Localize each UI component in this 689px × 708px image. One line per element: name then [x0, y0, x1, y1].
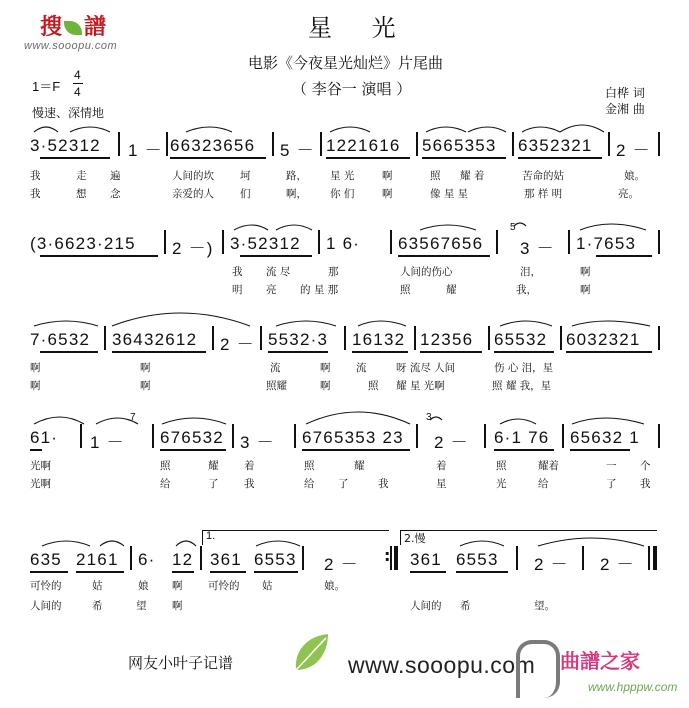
measure-2b-notes: 12 [172, 550, 194, 569]
slur [100, 541, 124, 546]
measure-3-notes: 3·52312 [230, 234, 301, 253]
lyric-1-5: 泪， [520, 266, 541, 278]
lyric-2-6: 我， [516, 284, 537, 296]
slur [500, 419, 536, 424]
measure-5-notes: 16132 [352, 330, 406, 349]
lyric-2-3: 念 [110, 188, 121, 200]
measure-1-notes: (3·6623·215 [30, 234, 136, 253]
measure-8-notes: 2 － [616, 141, 651, 160]
lyric-2-2: 啊 [140, 380, 151, 392]
lyric-1-2: 啊 [140, 362, 151, 374]
measure-1a-notes: 635 [30, 550, 62, 569]
lyric-1-3: 流 [270, 362, 281, 374]
measure-4-notes: 5532·3 [268, 330, 329, 349]
slur [420, 225, 476, 230]
grace-note: 5 [510, 222, 516, 233]
slur [34, 321, 98, 326]
measure-6-notes: 12356 [420, 330, 474, 349]
lyric-1-10: 一 [606, 460, 617, 472]
logo-char-left: 搜 [40, 15, 63, 40]
lyric-1-4: 着 [244, 460, 255, 472]
measure-7-notes: 6·1 76 [494, 428, 550, 447]
lyric-2-5: 给 [304, 478, 315, 490]
measure-7-notes: 65532 [494, 330, 548, 349]
lyric-2-5: 们 [240, 188, 251, 200]
lyric-1-4: 啊 [172, 580, 183, 592]
lyric-2-4: 照 [400, 284, 411, 296]
slur [276, 225, 312, 230]
slur [500, 321, 552, 326]
lyric-2-1: 我 [30, 188, 41, 200]
measure-1b-notes: 2161 [76, 550, 119, 569]
slur [42, 541, 90, 546]
time-signature-top: 4 [74, 68, 81, 82]
slur [572, 321, 650, 326]
lyric-2-4: 亲爱的人 [172, 188, 214, 200]
measure-4-notes: 3 － [240, 433, 275, 452]
lyric-2-12: 我 [640, 478, 651, 490]
lyric-2-4: 啊 [320, 380, 331, 392]
lyric-2-10: 给 [538, 478, 549, 490]
footer-url[interactable]: www.sooopu.com [348, 652, 536, 678]
slur [430, 417, 442, 420]
lyric-1-2: 走 [76, 170, 87, 182]
measure-2a-notes: 6· [138, 550, 156, 569]
lyric-2-5: 人间的 [410, 600, 442, 612]
lyric-2-2: 亮 [266, 284, 277, 296]
slur [186, 127, 232, 132]
singer-line: （ 李谷一 演唱 ） [292, 80, 412, 98]
slur [514, 223, 526, 226]
measure-8-notes: 65632 1 [570, 428, 640, 447]
lyric-1-1: 光啊 [30, 460, 51, 472]
lyric-1-2: 照 [160, 460, 171, 472]
slur [330, 127, 370, 132]
slur [256, 541, 300, 546]
measure-4-notes: 1 6· [326, 234, 361, 253]
slur [70, 127, 110, 132]
brand-name[interactable]: 曲譜之家 [560, 649, 640, 673]
lyric-2-9: 像 星 星 [430, 188, 469, 200]
lyric-2-4: 啊 [172, 600, 183, 612]
slur [468, 127, 506, 132]
lyric-2-1: 啊 [30, 380, 41, 392]
measure-5-notes: 6765353 23 [302, 428, 404, 447]
lyric-1-7: 星 光 [330, 170, 355, 182]
measure-5a-notes: 361 [410, 550, 442, 569]
lyric-2-2: 想 [76, 188, 87, 200]
slur [426, 127, 466, 132]
brand-url[interactable]: www.hpppw.com [588, 680, 678, 694]
lyric-1-11: 苦命的姑 [522, 170, 564, 182]
lyric-2-7: 照 耀 我，星 [492, 380, 552, 392]
lyric-2-1: 光啊 [30, 478, 51, 490]
lyric-1-11: 个 [640, 460, 651, 472]
slur [176, 541, 196, 546]
slur [522, 127, 560, 132]
slur [96, 418, 138, 424]
lyric-2-4: 我 [244, 478, 255, 490]
lyric-1-7: 娘。 [324, 580, 345, 592]
lyric-2-3: 望 [136, 600, 147, 612]
slur [112, 313, 250, 326]
lyric-1-4: 人间的伤心 [400, 266, 453, 278]
lyric-2-11: 亮。 [618, 188, 639, 200]
lyric-1-6: 路， [286, 170, 307, 182]
lyric-2-2: 希 [92, 600, 103, 612]
leaf-icon [292, 632, 332, 674]
lyric-1-2: 流 尽 [266, 266, 291, 278]
measure-7-notes: 6352321 [518, 136, 593, 155]
measure-2-notes: 1 － [90, 433, 125, 452]
lyric-2-9: 光 [496, 478, 507, 490]
lyric-1-10: 耀 着 [460, 170, 485, 182]
lyric-1-1: 啊 [30, 362, 41, 374]
lyric-2-7: 啊 [580, 284, 591, 296]
lyric-2-6: 耀 星 光啊 [396, 380, 445, 392]
lyric-2-5: 照 [368, 380, 379, 392]
slur [276, 321, 336, 326]
lyric-2-3: 了 [208, 478, 219, 490]
measure-7-notes: 1·7653 [576, 234, 637, 253]
measure-3-notes: 2 － [220, 335, 255, 354]
measure-1-notes: 61· [30, 428, 59, 447]
measure-4-notes: 2 － [324, 555, 359, 574]
measure-1-notes: 7·6532 [30, 330, 91, 349]
lyric-1-9: 照 [430, 170, 441, 182]
lyric-1-3: 娘 [138, 580, 149, 592]
measure-1-notes: 3·52312 [30, 136, 101, 155]
measure-6-notes: 3 － [520, 239, 555, 258]
lyric-2-6: 希 [460, 600, 471, 612]
measure-6-notes: 2 － [434, 433, 469, 452]
lyric-2-6: 了 [338, 478, 349, 490]
lyric-1-6: 耀 [354, 460, 365, 472]
lyric-2-11: 了 [606, 478, 617, 490]
measure-3b-notes: 6553 [254, 550, 297, 569]
measure-4-notes: 5 － [280, 141, 315, 160]
slur [34, 417, 84, 424]
lyric-1-8: 啊 [382, 170, 393, 182]
lyric-1-8: 照 [496, 460, 507, 472]
measure-6-notes: 5665353 [422, 136, 497, 155]
slur [306, 412, 410, 424]
lyric-1-1: 可怜的 [30, 580, 62, 592]
measure-5-notes: 63567656 [398, 234, 484, 253]
lyric-1-5: 照 [304, 460, 315, 472]
lyric-2-8: 啊 [382, 188, 393, 200]
lyric-1-9: 耀着 [538, 460, 559, 472]
measure-8-notes: 6032321 [566, 330, 641, 349]
lyric-2-8: 星 [436, 478, 447, 490]
lyric-2-7: 你 们 [330, 188, 355, 200]
lyric-1-1: 我 [232, 266, 243, 278]
lyric-1-6: 呀 流尽 人间 [396, 362, 456, 374]
lyric-2-3: 的 星 那 [300, 284, 339, 296]
lyric-2-6: 啊， [286, 188, 307, 200]
lyric-2-7: 我 [378, 478, 389, 490]
lyric-1-3: 耀 [208, 460, 219, 472]
grace-note: 7 [130, 412, 136, 423]
logo-url: www.sooopu.com [24, 40, 118, 52]
lyric-1-6: 啊 [580, 266, 591, 278]
lyric-1-5: 可怜的 [208, 580, 240, 592]
lyric-1-5: 坷 [240, 170, 251, 182]
measure-6-notes: 2 － [534, 555, 569, 574]
lyric-1-1: 我 [30, 170, 41, 182]
measure-2-notes: 1 － [128, 141, 163, 160]
measure-5-notes: 1221616 [326, 136, 401, 155]
lyric-1-4: 啊 [320, 362, 331, 374]
grace-note: 3 [426, 412, 432, 423]
transcriber-credit: 网友小叶子记谱 [128, 654, 234, 672]
song-title: 星 光 [308, 14, 412, 42]
slur [460, 541, 504, 546]
lyric-1-2: 姑 [92, 580, 103, 592]
slur [560, 125, 604, 132]
brand-p-icon [516, 640, 560, 698]
volta-label-1: 1. [206, 530, 216, 542]
volta-label-2: 2.慢 [404, 532, 426, 545]
slur [162, 418, 226, 424]
slur [538, 538, 644, 546]
slur [234, 225, 268, 230]
lyric-2-1: 明 [232, 284, 243, 296]
tempo-marking: 慢速、深情地 [32, 106, 105, 120]
measure-2-notes: 2 －) [172, 239, 214, 258]
measure-3a-notes: 361 [210, 550, 242, 569]
lyric-1-6: 姑 [262, 580, 273, 592]
lyric-1-3: 遍 [110, 170, 121, 182]
song-subtitle: 电影《今夜星光灿烂》片尾曲 [248, 54, 444, 72]
logo-char-right: 譜 [84, 15, 107, 40]
lyric-1-5: 流 [356, 362, 367, 374]
measure-3-notes: 676532 [160, 428, 224, 447]
lyric-1-3: 那 [328, 266, 339, 278]
measure-2-notes: 36432612 [112, 330, 198, 349]
slur [358, 321, 406, 326]
slur [572, 418, 644, 424]
lyric-2-5: 耀 [446, 284, 457, 296]
lyric-2-7: 望。 [534, 600, 555, 612]
lyric-2-10: 那 样 明 [524, 188, 563, 200]
lyric-1-4: 人间的坎 [172, 170, 214, 182]
repeat-dots: : [384, 546, 391, 565]
time-signature-bottom: 4 [74, 85, 81, 99]
lyric-2-1: 人间的 [30, 600, 62, 612]
lyric-1-12: 娘。 [624, 170, 645, 182]
lyric-1-7: 伤 心 泪，星 [494, 362, 554, 374]
slur [580, 224, 646, 230]
key-signature: 1＝F [32, 79, 61, 94]
measure-5b-notes: 6553 [456, 550, 499, 569]
composer: 金湘 曲 [605, 102, 645, 116]
lyric-1-7: 着 [436, 460, 447, 472]
slur [34, 127, 58, 132]
lyric-2-3: 照耀 [266, 380, 287, 392]
measure-7-notes: 2 － [600, 555, 635, 574]
measure-3-notes: 66323656 [170, 136, 256, 155]
lyricist: 白桦 词 [605, 86, 645, 100]
lyric-2-2: 给 [160, 478, 171, 490]
